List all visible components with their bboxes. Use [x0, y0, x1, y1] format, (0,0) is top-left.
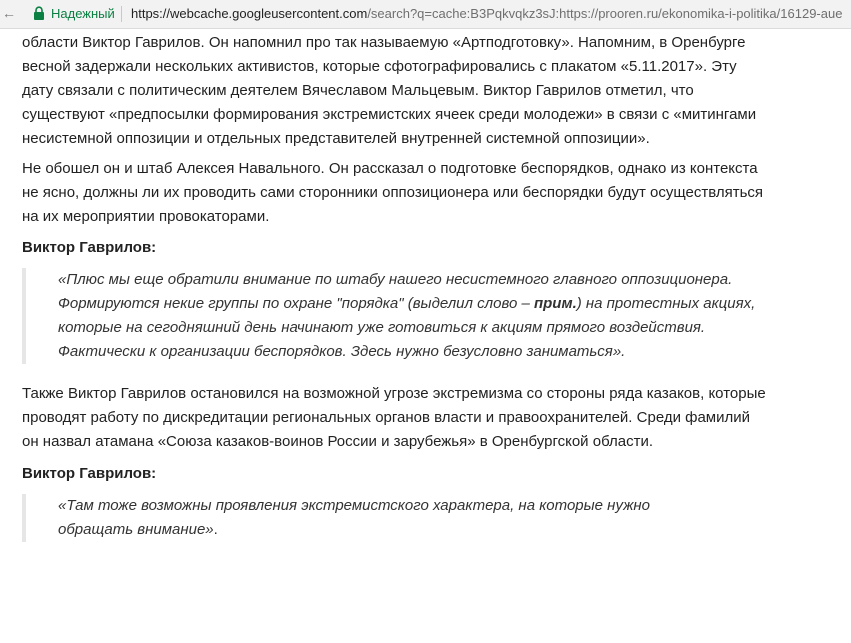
- url-field[interactable]: [131, 6, 842, 22]
- quote-1-bold: прим.: [533, 295, 577, 312]
- quote-2-period: .: [213, 521, 218, 538]
- secure-label[interactable]: Надежный: [51, 6, 115, 21]
- speaker-name: Виктор Гаврилов:: [22, 239, 157, 256]
- quote-1-text-b: ) на протестных акциях, которые на сегодняшний день начинают уже готовиться к акциям прямого воздействия. Фактически к организации беспорядков. Здесь нужно безусловно заниматься».: [58, 295, 756, 360]
- url-host: https://webcache.googleusercontent.com: [131, 6, 368, 21]
- article-body: [22, 28, 827, 542]
- paragraph-2: Не обошел он и штаб Алексея Навального. Он рассказал о подготовке беспорядков, однако из контекста не ясно, должны ли их проводить сами сторонники оппозиционера или беспорядки будут осуществляться на их мероприятии провокаторами.: [22, 160, 764, 225]
- back-arrow-icon[interactable]: ←: [2, 5, 16, 21]
- address-bar[interactable]: [0, 0, 851, 29]
- quote-1-text-a: «Плюс мы еще обратили внимание по штабу нашего несистемного главного оппозиционера. Формируются некие группы по охране "порядка" (выделил слово –: [58, 271, 733, 312]
- quote-2: [22, 494, 718, 542]
- url-path: /search?q=cache:B3Pqkvqkz3sJ:https://prooren.ru/ekonomika-i-politika/16129-aue: [367, 6, 843, 21]
- quote-1: [22, 268, 758, 364]
- speaker-name-2: Виктор Гаврилов:: [22, 465, 157, 482]
- quote-2-text: «Там тоже возможны проявления экстремистского характера, на которые нужно обращать внимание»: [58, 497, 651, 538]
- paragraph-1: области Виктор Гаврилов. Он напомнил про так называемую «Артподготовку». Напомним, в Оренбурге весной задержали нескольких активистов, которые сфотографировались с плакатом «5.11.2017». Эту дату связали с политическим деятелем Вячеславом Мальцевым. Виктор Гаврилов отметил, что существуют «предпосылки формирования экстремистских ячеек среди молодежи» в связи с «митингами несистемной оппозиции и отдельных представителей внутренней системной оппозиции».: [22, 34, 757, 147]
- address-separator: [121, 6, 122, 22]
- paragraph-3: Также Виктор Гаврилов остановился на возможной угрозе экстремизма со стороны ряда казаков, которые проводят работу по дискредитации региональных органов власти и правоохранителей. Среди фамилий он назвал атамана «Союза казаков-воинов России и зарубежья» в Оренбургской области.: [22, 385, 766, 450]
- lock-icon: [33, 6, 45, 21]
